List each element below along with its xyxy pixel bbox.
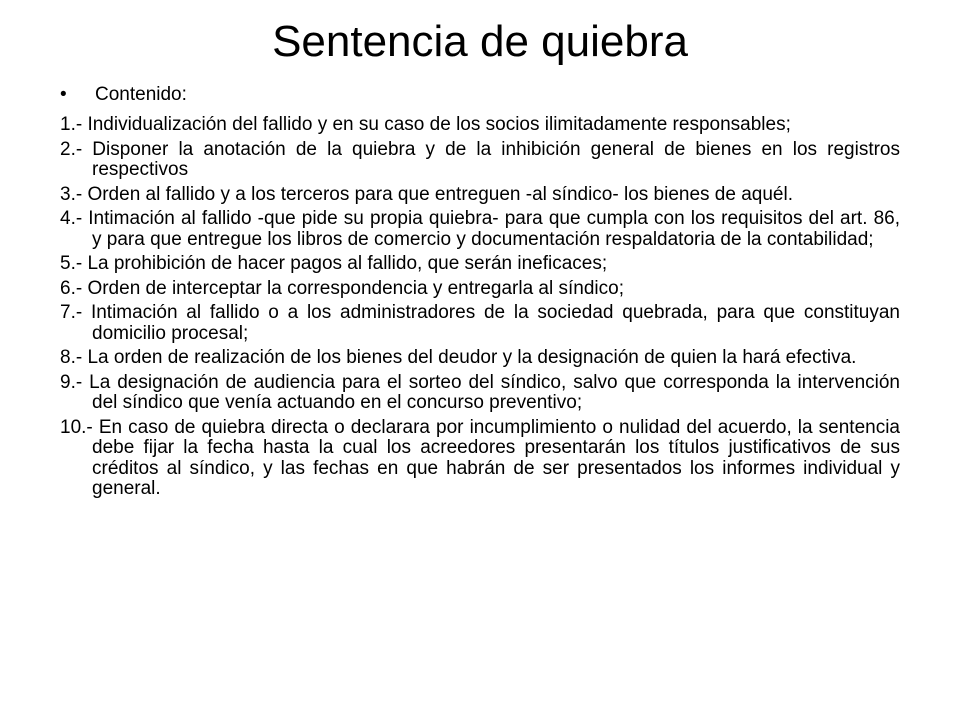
content-item-5: 5.- La prohibición de hacer pagos al fallido, que serán ineficaces; bbox=[60, 253, 608, 274]
content-item-3: 3.- Orden al fallido y a los terceros para que entreguen -al síndico- los bienes de aquél. bbox=[60, 183, 793, 205]
bullet-icon: • bbox=[60, 84, 67, 105]
content-item-4: 4.- Intimación al fallido -que pide su propia quiebra- para que cumpla con los requisitos del art. 86, y para que entregue los libros de comercio y documentación respaldatoria de la contabilidad; bbox=[60, 208, 900, 250]
content-item-8: 8.- La orden de realización de los bienes del deudor y la designación de quien la hará efectiva. bbox=[60, 347, 857, 368]
content-item-9: 9.- La designación de audiencia para el sorteo del síndico, salvo que corresponda la intervención del síndico que venía actuando en el concurso preventivo; bbox=[60, 371, 900, 413]
content-item-1: 1.- Individualización del fallido y en su caso de los socios ilimitadamente responsables; bbox=[60, 114, 791, 135]
bullet-intro bbox=[60, 84, 900, 105]
content-item-6: 6.- Orden de interceptar la correspondencia y entregarla al síndico; bbox=[60, 277, 624, 299]
slide-title: Sentencia de quiebra bbox=[272, 17, 688, 66]
content-item-10: 10.- En caso de quiebra directa o declarara por incumplimiento o nulidad del acuerdo, la sentencia debe fijar la fecha hasta la cual los acreedores presentarán los títulos justificativos de sus créditos al síndico, y las fechas en que habrán de ser presentados los informes individual y general. bbox=[60, 416, 900, 499]
intro-label: Contenido: bbox=[95, 84, 187, 105]
content-item-7: 7.- Intimación al fallido o a los administradores de la sociedad quebrada, para que constituyan domicilio procesal; bbox=[60, 302, 900, 344]
slide-content bbox=[60, 84, 900, 504]
content-item-2: 2.- Disponer la anotación de la quiebra y de la inhibición general de bienes en los registros respectivos bbox=[60, 138, 900, 180]
